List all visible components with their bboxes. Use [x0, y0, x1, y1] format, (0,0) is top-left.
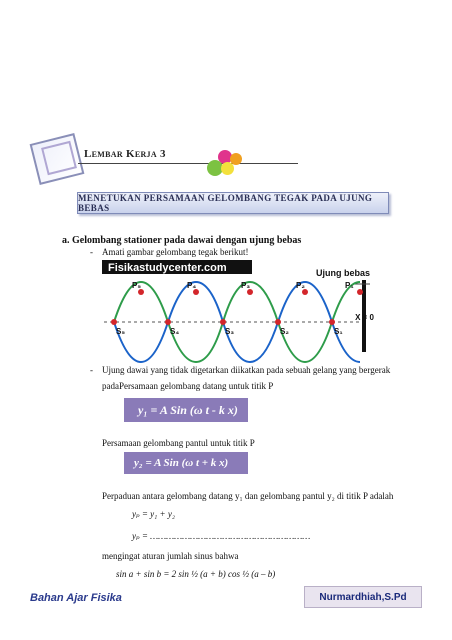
equation-sum: yₚ = y₁ + y₂	[132, 509, 175, 519]
superposition-sentence: Perpaduan antara gelombang datang y₁ dan gelombang pantul y₂ di titik P adalah	[102, 491, 394, 501]
bullet-dash: -	[90, 365, 93, 375]
node-label: S₃	[225, 327, 235, 336]
antinode-label: P₂	[296, 281, 305, 290]
worksheet-title: Lembar Kerja 3	[84, 148, 166, 160]
node-label: S₄	[170, 327, 180, 336]
formula-reflected-wave	[124, 452, 248, 474]
decor-circle-yellow	[221, 162, 234, 175]
section-heading: a. Gelombang stationer pada dawai dengan ujung bebas	[62, 235, 302, 246]
antinode-label: P₁	[345, 281, 354, 290]
formula-incident-wave	[124, 398, 248, 422]
node-dot-s3	[220, 319, 226, 325]
equation-blank: yₚ = ……………………………………………………	[132, 531, 311, 541]
instruction-observe: Amati gambar gelombang tegak berikut!	[102, 247, 249, 257]
footer-subject: Bahan Ajar Fisika	[30, 592, 122, 604]
free-end-label: Ujung bebas	[316, 268, 371, 278]
header-rule	[78, 163, 298, 164]
node-label: S₁	[334, 327, 343, 336]
node-label: S₂	[280, 327, 289, 336]
description-line-2: padaPersamaan gelombang datang untuk titik P	[102, 381, 274, 391]
sine-rule-intro: mengingat aturan jumlah sinus bahwa	[102, 551, 239, 561]
node-label: S₅	[116, 327, 126, 336]
antinode-label: P₃	[241, 281, 251, 290]
node-dot-s5	[111, 319, 117, 325]
reflected-wave-label: Persamaan gelombang pantul untuk titik P	[102, 438, 255, 448]
description-line-1: Ujung dawai yang tidak digetarkan diikatkan pada sebuah gelang yang bergerak	[102, 365, 391, 375]
axis-x0-label: X = 0	[355, 313, 374, 322]
antinode-dot-p1	[357, 289, 363, 295]
node-dot-s1	[329, 319, 335, 325]
node-dot-s4	[165, 319, 171, 325]
sine-sum-identity: sin a + sin b = 2 sin ½ (a + b) cos ½ (a – b)	[116, 569, 276, 579]
standing-wave-figure	[100, 258, 374, 354]
node-dot-s2	[275, 319, 281, 325]
footer-author: Nurmardhiah,S.Pd	[319, 591, 407, 603]
formula-reflected-text: y₂ = A Sin (ω t + k x)	[134, 457, 229, 469]
antinode-label: P₅	[132, 281, 142, 290]
topic-banner: MENETUKAN PERSAMAAN GELOMBANG TEGAK PADA UJUNG BEBAS	[77, 192, 389, 214]
footer-author-box	[304, 586, 422, 608]
antinode-label: P₄	[187, 281, 197, 290]
bullet-dash: -	[90, 247, 93, 257]
formula-incident-text: y₁ = A Sin (ω t - k x)	[138, 402, 238, 417]
figure-site-text: Fisikastudycenter.com	[108, 262, 227, 274]
standing-wave-svg	[100, 258, 374, 354]
